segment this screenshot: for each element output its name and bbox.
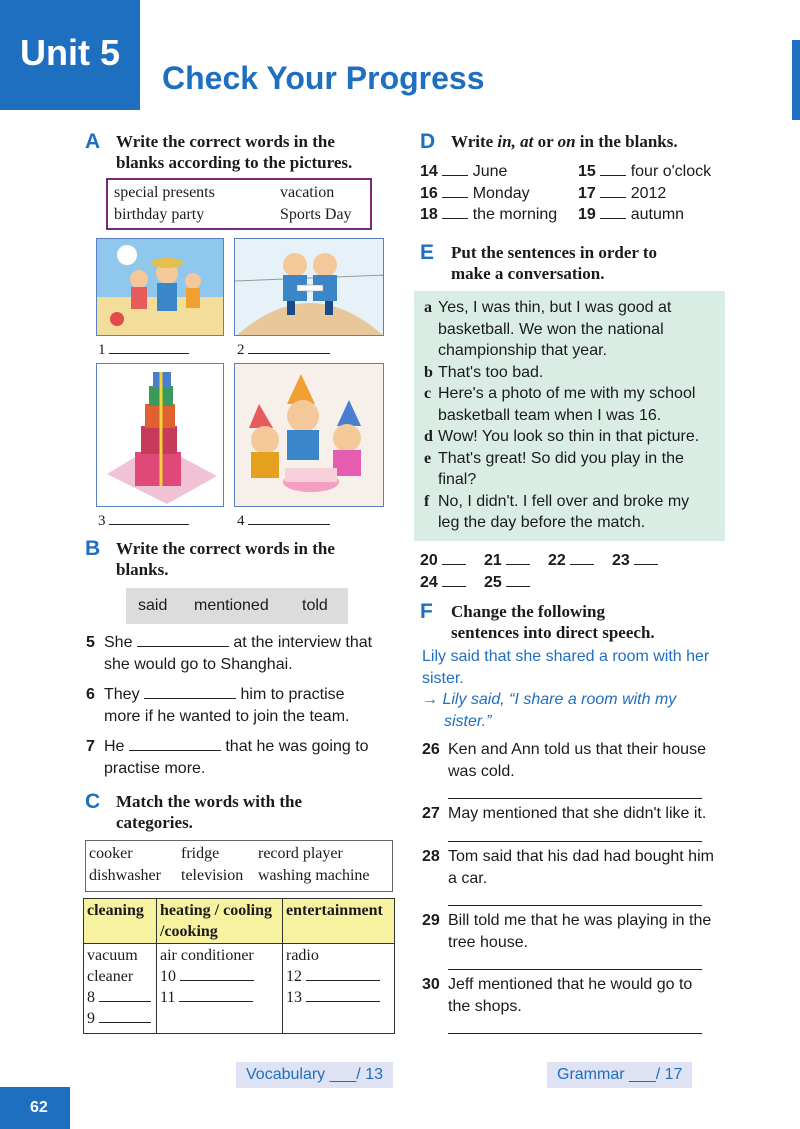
- answer-blank[interactable]: [600, 162, 626, 176]
- answer-blank[interactable]: [179, 988, 253, 1002]
- item-17: 17 2012: [578, 185, 667, 202]
- answer-blank[interactable]: [442, 162, 468, 176]
- table-header: cleaning: [84, 899, 157, 944]
- vocabulary-score: Vocabulary ___/ 13: [236, 1062, 393, 1088]
- table-cell: vacuum cleaner 8 9: [84, 944, 157, 1034]
- conversation-line: a Yes, I was thin, but I was good at: [424, 299, 672, 316]
- answer-24: 24: [420, 573, 466, 592]
- question-7: 7 He that he was going to practise more.: [86, 738, 369, 777]
- word-option: dishwasher: [89, 867, 161, 884]
- unit-tab: [0, 0, 140, 110]
- question-30: 30 Jeff mentioned that he would go to the shops.: [422, 976, 693, 1015]
- item-4: 4: [237, 511, 330, 530]
- item-15: 15 four o'clock: [578, 163, 712, 180]
- word-option: special presents: [114, 184, 215, 201]
- conversation-line: b That's too bad.: [424, 363, 544, 381]
- section-f-instruction: Change the following sentences into direct speech.: [451, 602, 655, 642]
- section-f-letter: F: [420, 600, 433, 623]
- word-option: Sports Day: [280, 206, 352, 223]
- word-option: cooker: [89, 845, 133, 862]
- answer-blank[interactable]: [129, 737, 221, 751]
- table-cell: radio 12 13: [283, 944, 395, 1034]
- conversation-line: e That's great! So did you play in the: [424, 449, 684, 467]
- answer-blank[interactable]: [506, 573, 530, 587]
- unit-label: Unit 5: [20, 32, 121, 73]
- section-e-instruction: Put the sentences in order to make a conversation.: [451, 243, 658, 283]
- word-option: mentioned: [194, 597, 269, 614]
- word-option: washing machine: [258, 867, 370, 884]
- answer-21: 21: [484, 551, 530, 570]
- answer-blank[interactable]: [144, 685, 236, 699]
- answer-line[interactable]: [448, 841, 702, 842]
- item-2: 2: [237, 340, 330, 359]
- answer-blank[interactable]: [600, 184, 626, 198]
- page-title: Check Your Progress: [162, 60, 485, 96]
- answer-blank[interactable]: [442, 573, 466, 587]
- grammar-score: Grammar ___/ 17: [547, 1062, 692, 1088]
- word-option: birthday party: [114, 206, 205, 223]
- answer-blank[interactable]: [634, 551, 658, 565]
- table-header: entertainment: [283, 899, 395, 944]
- section-c-instruction: Match the words with the categories.: [116, 792, 303, 832]
- item-18: 18 the morning: [420, 206, 558, 223]
- answer-blank[interactable]: [442, 205, 468, 219]
- section-a-instruction: Write the correct words in the blanks according to the pictures.: [116, 132, 353, 172]
- item-16: 16 Monday: [420, 185, 530, 202]
- question-6: 6 They him to practise more if he wanted to join the team.: [86, 686, 350, 725]
- answer-blank[interactable]: [506, 551, 530, 565]
- section-b-letter: B: [85, 537, 101, 560]
- picture-vacation: [96, 238, 224, 336]
- section-b-instruction: Write the correct words in the blanks.: [116, 539, 335, 579]
- question-5: 5 She at the interview that she would go to Shanghai.: [86, 634, 373, 673]
- word-option: fridge: [181, 845, 220, 862]
- answer-blank[interactable]: [137, 633, 229, 647]
- answer-blank[interactable]: [99, 1009, 151, 1023]
- answer-25: 25: [484, 573, 530, 592]
- answer-blank[interactable]: [570, 551, 594, 565]
- conversation-line: leg the day before the match.: [438, 514, 646, 531]
- answer-blank[interactable]: [442, 184, 468, 198]
- word-option: said: [138, 597, 168, 614]
- answer-blank[interactable]: [600, 205, 626, 219]
- section-e-letter: E: [420, 241, 435, 264]
- answer-23: 23: [612, 551, 658, 570]
- conversation-line: f No, I didn't. I fell over and broke my: [424, 492, 690, 510]
- answer-line[interactable]: [448, 1033, 702, 1034]
- answer-blank[interactable]: [306, 988, 380, 1002]
- answer-20: 20: [420, 551, 466, 570]
- conversation-line: c Here's a photo of me with my school: [424, 385, 696, 402]
- section-d-instruction: Write in, at or on in the blanks.: [451, 132, 678, 151]
- word-option: record player: [258, 845, 343, 862]
- question-27: 27 May mentioned that she didn't like it.: [422, 805, 707, 822]
- section-b-word-box: [126, 588, 348, 624]
- category-table: [83, 898, 395, 1034]
- picture-presents: [96, 363, 224, 507]
- conversation-line: basketball. We won the national: [438, 320, 664, 338]
- item-19: 19 autumn: [578, 206, 685, 223]
- word-option: vacation: [280, 184, 335, 201]
- answer-blank[interactable]: [306, 967, 380, 981]
- answer-blank[interactable]: [109, 511, 189, 525]
- answer-line[interactable]: [448, 969, 702, 970]
- answer-line[interactable]: [448, 905, 702, 906]
- table-header: heating / cooling /cooking: [157, 899, 283, 944]
- table-cell: air conditioner 10 11: [157, 944, 283, 1034]
- picture-birthday-party: [234, 363, 384, 507]
- example-sentence: Lily said that she shared a room with her sister.: [422, 648, 710, 687]
- section-a-letter: A: [85, 130, 101, 153]
- answer-blank[interactable]: [248, 340, 330, 354]
- conversation-line: d Wow! You look so thin in that picture.: [424, 428, 700, 445]
- word-option: told: [302, 597, 328, 614]
- conversation-box: [414, 291, 725, 541]
- answer-blank[interactable]: [248, 511, 330, 525]
- answer-blank[interactable]: [442, 551, 466, 565]
- question-26: 26 Ken and Ann told us that their house was cold.: [422, 741, 706, 780]
- page-number: 62: [0, 1087, 70, 1129]
- example-answer: → Lily said, “I share a room with my sister.”: [422, 691, 677, 730]
- question-28: 28 Tom said that his dad had bought him a car.: [422, 848, 714, 887]
- edge-bar: [792, 40, 800, 120]
- section-c-letter: C: [85, 790, 101, 813]
- conversation-line: championship that year.: [438, 342, 607, 359]
- item-3: 3: [98, 511, 189, 530]
- word-option: television: [181, 867, 244, 884]
- answer-22: 22: [548, 551, 594, 570]
- conversation-line: basketball team when I was 16.: [438, 406, 662, 424]
- answer-blank[interactable]: [109, 340, 189, 354]
- section-d-letter: D: [420, 130, 436, 153]
- conversation-line: final?: [438, 471, 477, 488]
- question-29: 29 Bill told me that he was playing in the tree house.: [422, 912, 712, 951]
- item-14: 14 June: [420, 163, 508, 180]
- answer-line[interactable]: [448, 798, 702, 799]
- picture-sports-day: [234, 238, 384, 336]
- item-1: 1: [98, 340, 189, 359]
- section-a-word-box: [106, 178, 372, 230]
- section-c-word-box: [85, 840, 393, 892]
- answer-blank[interactable]: [99, 988, 151, 1002]
- answer-blank[interactable]: [180, 967, 254, 981]
